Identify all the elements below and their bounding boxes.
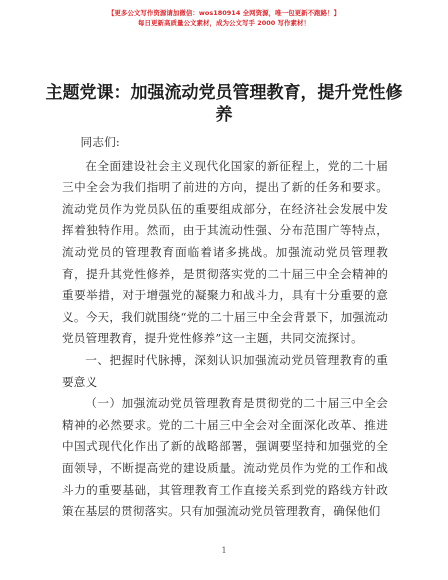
promo-banner xyxy=(0,8,448,28)
body-paragraph-1-1: （一）加强流动党员管理教育是贯彻党的二十届三中全会精神的必然要求。党的二十届三中全会对全面深化改革、推进中国式现代化作出了新的战略部署，强调要坚持和加强党的全面领导，不断提高党的建设质量。流动党员作为党的工作和战斗力的重要基础，其管理教育工作直接关系到党的路线方针政策在基层的贯彻落实。只有加强流动党员管理教育，确保他们 xyxy=(62,396,388,519)
promo-banner-line-2: 每日更新高质量公文素材，成为公文写手 2000 写作素材！ xyxy=(137,19,311,27)
section-heading-1: 一、把握时代脉搏，深刻认识加强流动党员管理教育的重要意义 xyxy=(62,352,388,389)
document-title: 主题党课：加强流动党员管理教育，提升党性修养 xyxy=(45,83,403,125)
body-paragraph-intro: 在全面建设社会主义现代化国家的新征程上，党的二十届三中全会为我们指明了前进的方向，提出了新的任务和要求。流动党员作为党员队伍的重要组成部分，在经济社会发展中发挥着独特作用。然而，由于其流动性强、分布范围广等特点，流动党员的管理教育面临着诸多挑战。加强流动党员管理教育，提升其党性修养，是贯彻落实党的二十届三中全会精神的重要举措，对于增强党的凝聚力和战斗力，具有十分重要的意义。今天，我们就围绕“党的二十届三中全会背景下，加强流动党员管理教育，提升党性修养”这一主题，共同交流探讨。 xyxy=(62,158,388,346)
document-body xyxy=(62,132,388,523)
page-number: 1 xyxy=(221,546,227,555)
promo-banner-line-1: 【更多公文写作资源请加微信：wos180914 全网资源，唯一包更新不跑路！】 xyxy=(107,9,341,17)
salutation: 同志们: xyxy=(80,135,121,149)
